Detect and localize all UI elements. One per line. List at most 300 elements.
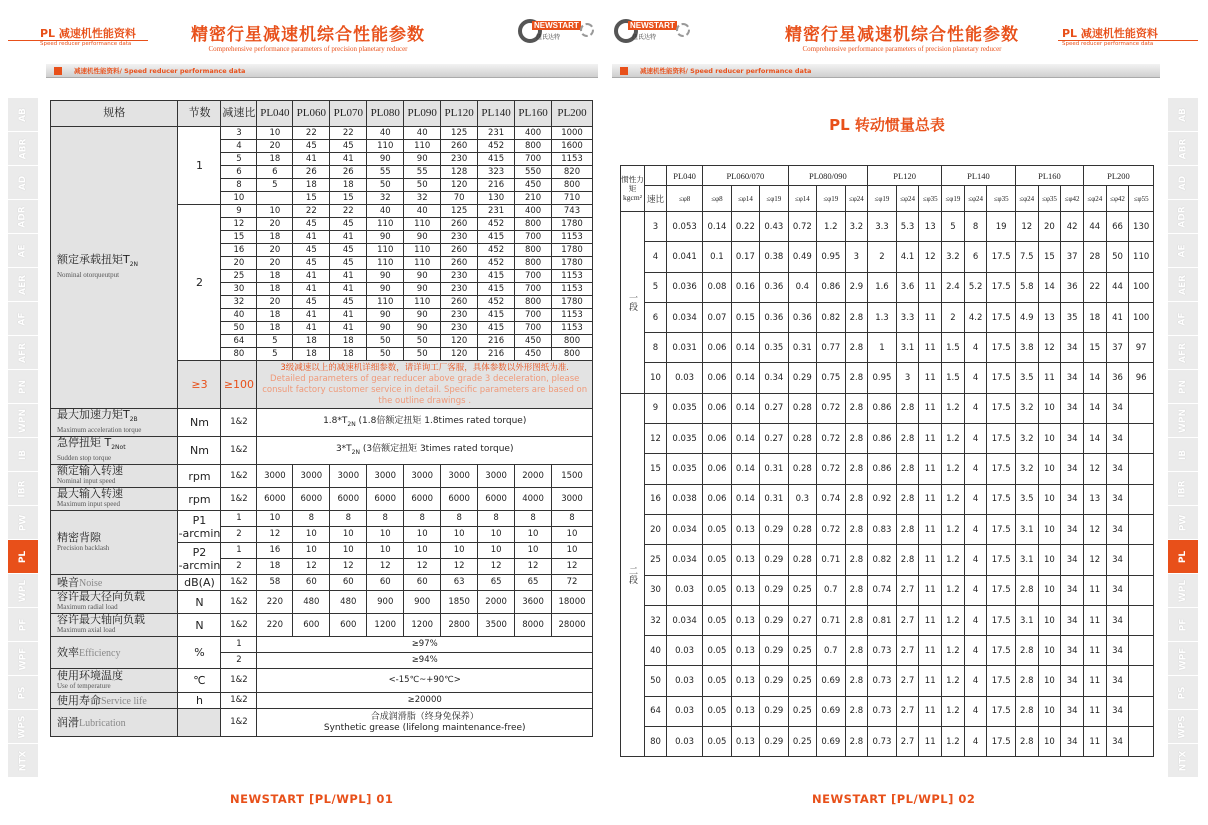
side-tab-ae[interactable] (8, 234, 38, 267)
spec-cell: 45 (330, 244, 367, 257)
bar-square-icon (620, 67, 628, 75)
inertia-cell: 5 (645, 272, 667, 302)
spec-cell: 18 (257, 270, 293, 283)
spec-cell: 18 (293, 348, 330, 361)
spec-cell: 25 (221, 270, 257, 283)
spec-cell: 10 (515, 543, 552, 559)
side-tab-pf[interactable] (1168, 608, 1198, 641)
spec-cell: 700 (515, 231, 552, 244)
inertia-cell: 100 (1129, 272, 1154, 302)
estop-value (257, 437, 593, 465)
spec-cell: 700 (515, 283, 552, 296)
side-tab-pw[interactable] (1168, 506, 1198, 539)
inertia-cell: 3.2 (1015, 454, 1038, 484)
spec-cell: 400 (515, 205, 552, 218)
side-tab-pl[interactable] (1168, 540, 1198, 573)
spec-cell: 41 (293, 283, 330, 296)
inertia-cell: 0.13 (731, 696, 759, 726)
side-tab-label: ABR (17, 138, 28, 159)
side-tab-label: IBR (17, 479, 28, 498)
inertia-cell: 0.49 (788, 242, 816, 272)
side-tab-af[interactable] (1168, 302, 1198, 335)
inertia-cell: 0.31 (760, 454, 788, 484)
inertia-cell: 0.36 (760, 272, 788, 302)
inertia-cell: 0.035 (667, 393, 703, 423)
inertia-cell: 0.041 (667, 242, 703, 272)
inertia-cell: 2.8 (845, 424, 868, 454)
inertia-cell: 0.14 (731, 363, 759, 393)
side-tab-pl[interactable] (8, 540, 38, 573)
inertia-cell: 0.034 (667, 514, 703, 544)
inertia-cell: 11 (1083, 666, 1106, 696)
spec-cell: 800 (552, 348, 593, 361)
inertia-cell: 11 (919, 636, 942, 666)
spec-cell: 3 (221, 127, 257, 140)
inertia-cell: 12 (1083, 545, 1106, 575)
side-tab-wpn[interactable] (1168, 404, 1198, 437)
spec-cell: 70 (441, 192, 478, 205)
stage-cell: 1 (178, 127, 221, 205)
side-tab-ntx[interactable] (8, 744, 38, 777)
side-tab-pn[interactable] (1168, 370, 1198, 403)
inertia-cell: 0.14 (731, 454, 759, 484)
side-tab-label: WPL (17, 579, 28, 602)
inertia-cell: 2.8 (896, 545, 919, 575)
side-tab-label: AD (18, 175, 28, 190)
spec-cell: 12 (221, 218, 257, 231)
inertia-cell: 0.03 (667, 666, 703, 696)
spec-cell: 125 (441, 127, 478, 140)
inertia-cell (1129, 605, 1154, 635)
inertia-cell: 0.82 (868, 545, 896, 575)
spec-cell: 800 (515, 257, 552, 270)
accel-value-main: 1.8*T (323, 415, 348, 426)
inertia-cell: 34 (1061, 696, 1084, 726)
inertia-cell: 0.036 (667, 272, 703, 302)
inertia-cell: 0.72 (817, 424, 845, 454)
inertia-cell: 11 (1083, 727, 1106, 757)
estop-value-sub: 2N (351, 448, 360, 456)
inertia-cell: 10 (1038, 424, 1061, 454)
right-title-block (772, 20, 1032, 53)
side-tab-label: PF (18, 618, 28, 631)
inertia-cell: 1.2 (942, 605, 965, 635)
spec-cell: 450 (515, 335, 552, 348)
spec-cell: 10 (441, 543, 478, 559)
spec-header-cell: PL090 (404, 101, 441, 127)
side-tab-ibr[interactable] (8, 472, 38, 505)
inertia-cell: 34 (1106, 424, 1129, 454)
spec-cell: 41 (330, 309, 367, 322)
inertia-cell: 0.38 (760, 242, 788, 272)
inertia-cell: 11 (919, 424, 942, 454)
side-tab-label: AER (1177, 274, 1188, 295)
side-tab-label: PL (1178, 550, 1188, 563)
left-header-tag (40, 25, 136, 47)
side-tab-wpn[interactable] (8, 404, 38, 437)
inertia-cell: 0.06 (703, 484, 731, 514)
spec-cell: 12 (293, 559, 330, 575)
inertia-cell: 0.29 (760, 727, 788, 757)
spec-cell: 8 (441, 511, 478, 527)
spec-cell: 60 (330, 575, 367, 591)
right-title: 精密行星减速机综合性能参数 (785, 25, 1019, 45)
inertia-cell: 0.29 (760, 666, 788, 696)
spec-cell: 1 (221, 637, 257, 653)
side-tab-pn[interactable] (8, 370, 38, 403)
side-tab-wpl[interactable] (1168, 574, 1198, 607)
spec-cell: 128 (441, 166, 478, 179)
spec-cell: 2 (221, 527, 257, 543)
side-tab-aer[interactable] (1168, 268, 1198, 301)
inertia-cell: 36 (1061, 272, 1084, 302)
inertia-cell: 0.25 (788, 575, 816, 605)
side-tab-adr[interactable] (1168, 200, 1198, 233)
inertia-cell: 0.15 (731, 302, 759, 332)
estop-label: 急停扭矩 T (57, 436, 112, 450)
spec-cell: 45 (330, 140, 367, 153)
inertia-cell: 0.06 (703, 363, 731, 393)
inertia-cell: 34 (1061, 666, 1084, 696)
inertia-cell (1129, 636, 1154, 666)
spec-cell: 323 (478, 166, 515, 179)
spec-cell: 10 (293, 543, 330, 559)
inertia-cell: 0.7 (817, 575, 845, 605)
backlash-label: 精密背隙 (57, 530, 101, 544)
spec-cell: 12 (515, 559, 552, 575)
backlash-class: P2 (192, 545, 207, 559)
left-title-sub: Comprehensive performance parameters of precision planetary reducer (208, 45, 408, 53)
spec-cell: 8 (293, 511, 330, 527)
inertia-cell: 0.05 (703, 514, 731, 544)
inertia-cell: 0.31 (760, 484, 788, 514)
spec-cell: 41 (330, 322, 367, 335)
side-tab-afr[interactable] (8, 336, 38, 369)
lube-label-cell (51, 709, 178, 737)
side-tab-aer[interactable] (8, 268, 38, 301)
inertia-cell: 1.2 (942, 636, 965, 666)
accel-value (257, 409, 593, 437)
inertia-cell: 11 (1083, 605, 1106, 635)
side-tab-wps[interactable] (1168, 710, 1198, 743)
inertia-cell (1129, 393, 1154, 423)
spec-cell: 2000 (478, 591, 515, 614)
inertia-cell: 11 (919, 363, 942, 393)
inertia-cell: 2.8 (1015, 575, 1038, 605)
side-tab-ab[interactable] (1168, 98, 1198, 131)
side-tab-ae[interactable] (1168, 234, 1198, 267)
side-tab-wps[interactable] (8, 710, 38, 743)
inertia-stage-label: 一段 (621, 212, 645, 394)
inertia-cell: 2.8 (1015, 666, 1038, 696)
spec-cell: 20 (221, 257, 257, 270)
spec-cell: 120 (441, 348, 478, 361)
side-tab-label: AF (18, 311, 28, 326)
inertia-cell: 16 (645, 484, 667, 514)
left-tag-line (8, 40, 148, 41)
inertia-row (621, 605, 1154, 635)
side-tab-label: WPS (17, 714, 28, 739)
inertia-cell: 0.14 (731, 393, 759, 423)
inertia-cell: 10 (645, 363, 667, 393)
spec-cell: 700 (515, 322, 552, 335)
inertia-cell: 0.03 (667, 696, 703, 726)
noise-label: 噪音 (57, 575, 79, 589)
spec-cell: 18 (257, 322, 293, 335)
inertia-cell: 3.1 (896, 333, 919, 363)
spec-cell: 5 (257, 348, 293, 361)
inertia-cell: 2.8 (845, 727, 868, 757)
inertia-dia-header: ≤φ24 (1083, 186, 1106, 212)
side-tab-ib[interactable] (1168, 438, 1198, 471)
speed-en: Maximum input speed (57, 500, 120, 509)
side-tab-abr[interactable] (1168, 132, 1198, 165)
inertia-cell: 22 (1083, 272, 1106, 302)
spec-cell: 15 (221, 231, 257, 244)
inertia-cell: 34 (1061, 727, 1084, 757)
inertia-cell: 2.7 (896, 605, 919, 635)
side-tab-label: PL (18, 550, 28, 563)
side-tab-wpl[interactable] (8, 574, 38, 607)
spec-cell: 400 (515, 127, 552, 140)
spec-cell: 800 (515, 244, 552, 257)
inertia-cell: 1.2 (942, 666, 965, 696)
spec-cell: 260 (441, 244, 478, 257)
side-tab-label: ABR (1177, 138, 1188, 159)
side-tab-ad[interactable] (8, 166, 38, 199)
inertia-cell: 6 (964, 242, 987, 272)
side-tab-ps[interactable] (1168, 676, 1198, 709)
side-tab-label: PW (18, 514, 28, 531)
inertia-cell: 0.29 (760, 514, 788, 544)
gear-icon (676, 23, 690, 37)
spec-cell: 110 (404, 257, 441, 270)
inertia-cell: 3.2 (942, 242, 965, 272)
inertia-cell: 0.83 (868, 514, 896, 544)
inertia-cell: 15 (645, 454, 667, 484)
inertia-dia-header: ≤φ24 (1015, 186, 1038, 212)
inertia-cell: 12 (1083, 514, 1106, 544)
spec-cell: 1&2 (221, 614, 257, 637)
spec-cell: 1153 (552, 153, 593, 166)
inertia-row (621, 454, 1154, 484)
spec-cell: 50 (367, 179, 404, 192)
inertia-cell: 2.8 (845, 393, 868, 423)
right-footer: NEWSTART [PL/WPL] 02 (812, 792, 976, 806)
spec-cell: 450 (515, 179, 552, 192)
backlash-en: Precision backlash (57, 543, 110, 552)
spec-cell: 110 (404, 296, 441, 309)
inertia-cell: 2.8 (896, 484, 919, 514)
spec-cell: 12 (441, 559, 478, 575)
spec-cell: 120 (441, 179, 478, 192)
right-header-tag (1062, 25, 1158, 47)
spec-cell: 65 (478, 575, 515, 591)
inertia-dia-row (621, 186, 1154, 212)
inertia-table (620, 165, 1154, 757)
inertia-cell: 34 (1106, 393, 1129, 423)
spec-cell: 800 (552, 335, 593, 348)
inertia-cell: 50 (1106, 242, 1129, 272)
side-tab-label: PN (1177, 379, 1188, 394)
left-bar-text: 减速机性能资料/ Speed reducer performance data (74, 67, 246, 75)
left-side-tabs (8, 98, 38, 778)
inertia-cell: 34 (1061, 514, 1084, 544)
side-tab-ps[interactable] (8, 676, 38, 709)
inertia-dia-header: ≤φ42 (1061, 186, 1084, 212)
inertia-cell: 0.034 (667, 302, 703, 332)
inertia-cell: 2.7 (896, 636, 919, 666)
side-tab-label: AE (1178, 243, 1188, 258)
spec-cell: 110 (404, 140, 441, 153)
side-tab-afr[interactable] (1168, 336, 1198, 369)
torque-label-cell (51, 127, 178, 409)
side-tab-ab[interactable] (8, 98, 38, 131)
inertia-cell: 28 (1083, 242, 1106, 272)
inertia-cell: 4 (964, 454, 987, 484)
side-tab-label: WPN (18, 408, 28, 433)
backlash-class: P1 (192, 513, 207, 527)
side-tab-pf[interactable] (8, 608, 38, 641)
spec-cell: 10 (367, 543, 404, 559)
inertia-row (621, 242, 1154, 272)
inertia-cell: 10 (1038, 484, 1061, 514)
inertia-cell: 0.05 (703, 545, 731, 575)
spec-cell: N (178, 614, 221, 637)
estop-stage: 1&2 (221, 437, 257, 465)
inertia-cell: 0.27 (760, 424, 788, 454)
side-tab-wpf[interactable] (1168, 642, 1198, 675)
inertia-cell: 34 (1106, 605, 1129, 635)
spec-cell: 230 (441, 283, 478, 296)
side-tab-adr[interactable] (8, 200, 38, 233)
inertia-cell: 6 (645, 302, 667, 332)
inertia-cell: 2.8 (845, 484, 868, 514)
inertia-group-header: PL160 (1015, 166, 1083, 186)
estop-value-rest: (3倍额定扭矩 3times rated torque) (359, 443, 514, 454)
side-tab-ntx[interactable] (1168, 744, 1198, 777)
left-title: 精密行星减速机综合性能参数 (191, 25, 425, 45)
spec-header-cell: PL080 (367, 101, 404, 127)
inertia-cell: 0.17 (731, 242, 759, 272)
inertia-cell: 0.74 (868, 575, 896, 605)
spec-cell: 41 (293, 270, 330, 283)
spec-cell: 5 (221, 153, 257, 166)
spec-cell: dB(A) (178, 575, 221, 591)
side-tab-ib[interactable] (8, 438, 38, 471)
side-tab-af[interactable] (8, 302, 38, 335)
speed-label-cell (51, 488, 178, 511)
inertia-row (621, 272, 1154, 302)
spec-cell: 22 (293, 127, 330, 140)
inertia-cell: 18 (1083, 302, 1106, 332)
eff-en: Efficiency (79, 647, 121, 659)
spec-cell: 8 (221, 179, 257, 192)
spec-cell: 120 (441, 335, 478, 348)
inertia-cell: 0.4 (788, 272, 816, 302)
spec-cell: 18 (257, 283, 293, 296)
spec-cell: 28000 (552, 614, 593, 637)
inertia-cell: 11 (919, 333, 942, 363)
inertia-cell: 0.73 (868, 666, 896, 696)
inertia-cell: 30 (645, 575, 667, 605)
inertia-cell: 10 (1038, 575, 1061, 605)
inertia-cell: 0.71 (817, 545, 845, 575)
inertia-cell: 0.86 (868, 454, 896, 484)
side-tab-label: AER (17, 274, 28, 295)
side-tab-wpf[interactable] (8, 642, 38, 675)
inertia-cell: 25 (645, 545, 667, 575)
inertia-cell: 0.14 (731, 333, 759, 363)
inertia-cell: 0.06 (703, 333, 731, 363)
inertia-cell: 1.2 (942, 454, 965, 484)
accel-en: Maximum acceleration torque (57, 426, 142, 435)
side-tab-pw[interactable] (8, 506, 38, 539)
spec-cell: 110 (367, 140, 404, 153)
inertia-row (621, 636, 1154, 666)
inertia-cell: 0.25 (788, 696, 816, 726)
inertia-cell: 1.2 (942, 696, 965, 726)
spec-cell: 452 (478, 218, 515, 231)
inertia-cell: 4.9 (1015, 302, 1038, 332)
inertia-cell: 5.2 (964, 272, 987, 302)
spec-cell: 30 (221, 283, 257, 296)
spec-cell: N (178, 591, 221, 614)
inertia-cell (1129, 424, 1154, 454)
inertia-cell: 1.2 (942, 545, 965, 575)
spec-cell: 10 (515, 527, 552, 543)
torque-en: Nominal otorqueutput (57, 271, 120, 280)
side-tab-ad[interactable] (1168, 166, 1198, 199)
spec-cell: 22 (293, 205, 330, 218)
inertia-cell: 0.74 (817, 484, 845, 514)
inertia-cell: 5.3 (896, 212, 919, 242)
inertia-row (621, 363, 1154, 393)
inertia-cell: 34 (1106, 666, 1129, 696)
inertia-cell: 34 (1061, 424, 1084, 454)
inertia-cell: 2 (868, 242, 896, 272)
spec-cell: 10 (330, 543, 367, 559)
inertia-cell: 3.3 (896, 302, 919, 332)
spec-header-cell: PL160 (515, 101, 552, 127)
axial-label-cell (51, 614, 178, 637)
inertia-cell: 4 (964, 393, 987, 423)
spec-cell: 452 (478, 244, 515, 257)
inertia-cell: 3.2 (1015, 393, 1038, 423)
spec-cell: 32 (367, 192, 404, 205)
spec-cell: 90 (404, 322, 441, 335)
spec-cell: 6 (221, 166, 257, 179)
side-tab-abr[interactable] (8, 132, 38, 165)
spec-cell: 65 (515, 575, 552, 591)
spec-cell: 26 (293, 166, 330, 179)
side-tab-ibr[interactable] (1168, 472, 1198, 505)
spec-cell: 1000 (552, 127, 593, 140)
accel-value-sub: 2N (347, 420, 356, 428)
spec-cell: 40 (367, 205, 404, 218)
inertia-cell: 17.5 (987, 696, 1015, 726)
inertia-cell: 44 (1083, 212, 1106, 242)
inertia-cell: 0.25 (788, 727, 816, 757)
inertia-cell: 1.6 (868, 272, 896, 302)
spec-cell: 230 (441, 309, 478, 322)
inertia-cell: 10 (1038, 393, 1061, 423)
spec-cell: 1153 (552, 309, 593, 322)
inertia-cell: 20 (645, 514, 667, 544)
inertia-group-header: PL060/070 (703, 166, 788, 186)
inertia-cell: 14 (1083, 393, 1106, 423)
temp-label: 使用环境温度 (57, 668, 123, 682)
